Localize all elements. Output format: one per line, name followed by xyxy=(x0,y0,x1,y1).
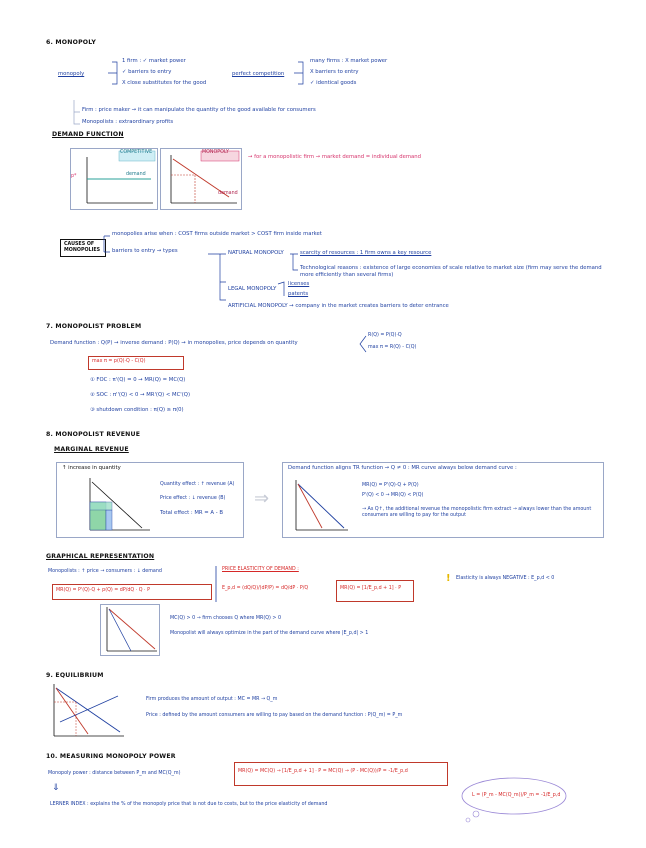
r-eq: R(Q) = P(Q)·Q xyxy=(368,333,402,338)
shutdown: ③ shutdown condition : π(Q) ≥ π(0) xyxy=(90,407,184,413)
mono-item-1: 1 firm : ✓ market power xyxy=(122,58,186,64)
foc: ① FOC : π'(Q) = 0 → MR(Q) = MC(Q) xyxy=(90,377,186,383)
pi-eq: max π = R(Q) - C(Q) xyxy=(368,345,417,350)
mr-formula: MR(Q) = P'(Q)·Q + p(Q) = dP/dQ · Q · P xyxy=(56,588,150,593)
formula: MR(Q) = MC(Q) → [1/E_p,d + 1] · P = MC(Q) → (P - MC(Q))/P = -1/E_p,d xyxy=(238,769,408,774)
cost-line: monopolies arise when : COST firms outside market > COST firm inside market xyxy=(112,231,322,237)
technological: Technological reasons : existence of large economies of scale relative to market size (firm may serve the demand more efficiently than several firms) xyxy=(300,265,602,279)
perfect-word: perfect competition xyxy=(232,71,285,77)
mr-def: MR(Q) = P'(Q)·Q + P(Q) xyxy=(362,483,419,488)
mr-less: P'(Q) < 0 → MR(Q) < P(Q) xyxy=(362,493,424,498)
total-effect: Total effect : MR = A - B xyxy=(160,510,223,516)
competitive-label: COMPETITIVE xyxy=(120,150,153,155)
elasticity-graph xyxy=(100,604,160,656)
elasticity-negative: Elasticity is always NEGATIVE : E_p,d < 0 xyxy=(456,576,555,581)
demand-function-heading: DEMAND FUNCTION xyxy=(52,131,124,138)
monopoly-label: MONOPOLY xyxy=(202,150,229,155)
mc-note: MC(Q) > 0 → firm chooses Q where MR(Q) > 0 xyxy=(170,616,281,621)
demand-note: → for a monopolistic firm → market demand = individual demand xyxy=(248,154,422,160)
mr-elastic: MR(Q) = [1/E_p,d + 1] · P xyxy=(340,586,402,591)
warning-icon: ! xyxy=(446,573,451,584)
licenses: licenses xyxy=(288,281,310,287)
competitive-demand-label: demand xyxy=(126,172,146,177)
monop-price: Monopolists : ↑ price → consumers : ↓ demand xyxy=(48,569,162,574)
mono-item-2: ✓ barriers to entry xyxy=(122,69,172,75)
natural-monopoly: NATURAL MONOPOLY xyxy=(228,250,284,256)
p-star-label: p* xyxy=(71,174,77,179)
perf-item-2: X barriers to entry xyxy=(310,69,359,75)
produces: Firm produces the amount of output : MC = MR → Q_m xyxy=(146,697,278,702)
perf-item-1: many firms : X market power xyxy=(310,58,388,64)
elasticity-eq: E_p,d = (dQ/Q)/(dP/P) = dQ/dP · P/Q xyxy=(222,586,309,591)
lerner-index: LERNER INDEX : explains the % of the monopoly price that is not due to costs, but to the price elasticity of demand xyxy=(50,802,328,807)
elasticity-title: PRICE ELASTICITY OF DEMAND : xyxy=(222,567,299,572)
perf-item-3: ✓ identical goods xyxy=(310,80,357,86)
bullet-firm: Firm : price maker → it can manipulate the quantity of the good available for consumers xyxy=(82,107,316,113)
arrow-icon: ⇒ xyxy=(254,488,270,509)
as-q: → As Q↑, the additional revenue the monopolistic firm extract → always lower than the amount consumers are willing to pay for the output xyxy=(362,507,592,519)
soc: ② SOC : π''(Q) < 0 → MR'(Q) < MC'(Q) xyxy=(90,392,191,398)
marginal-heading: MARGINAL REVENUE xyxy=(54,446,129,453)
equilibrium-graph xyxy=(48,682,128,742)
patents: patents xyxy=(288,291,309,297)
artificial-monopoly: ARTIFICIAL MONOPOLY → company in the market creates barriers to deter entrance xyxy=(228,303,449,309)
graphical-heading: GRAPHICAL REPRESENTATION xyxy=(46,553,155,560)
increase-label: ↑ increase in quantity xyxy=(62,465,121,471)
section-7-title: 7. MONOPOLIST PROBLEM xyxy=(46,323,142,330)
monopoly-word: monopoly xyxy=(58,71,85,77)
causes-box: CAUSES OF MONOPOLIES xyxy=(60,239,106,257)
barriers-line: barriers to entry → types xyxy=(112,248,178,254)
mono-item-3: X close substitutes for the good xyxy=(122,80,207,86)
scarcity: scarcity of resources : 1 firm owns a key resource xyxy=(300,250,432,256)
monopoly-demand-label: demand xyxy=(218,191,238,196)
down-arrow-icon: ⇓ xyxy=(52,783,60,793)
section-6-title: 6. MONOPOLY xyxy=(46,39,97,46)
demand-aligns: Demand function aligns TR function → Q ≠ 0 : MR curve always below demand curve : xyxy=(288,465,517,471)
demand-fn-line: Demand function : Q(P) → inverse demand : P(Q) → in monopolies, price depends on quantity xyxy=(50,340,298,346)
legal-monopoly: LEGAL MONOPOLY xyxy=(228,286,277,292)
max-pi-text: max π = p(Q)·Q - C(Q) xyxy=(92,359,146,364)
opt-note: Monopolist will always optimize in the part of the demand curve where |E_p,d| > 1 xyxy=(170,631,369,636)
monopoly-power: Monopoly power : distance between P_m and MC(Q_m) xyxy=(48,771,181,776)
lerner-formula: L = (P_m - MC(Q_m))/P_m = -1/E_p,d xyxy=(472,793,561,798)
cloud-shape xyxy=(458,774,578,824)
price-defined: Price : defined by the amount consumers are willing to pay based on the demand function : P(Q_m) = P_m xyxy=(146,713,403,718)
section-10-title: 10. MEASURING MONOPOLY POWER xyxy=(46,753,176,760)
bullet-profits: Monopolists : extraordinary profits xyxy=(82,119,174,125)
price-effect: Price effect : ↓ revenue (B) xyxy=(160,496,226,501)
section-8-title: 8. MONOPOLIST REVENUE xyxy=(46,431,141,438)
quantity-effect: Quantity effect : ↑ revenue (A) xyxy=(160,482,235,487)
section-9-title: 9. EQUILIBRIUM xyxy=(46,672,104,679)
